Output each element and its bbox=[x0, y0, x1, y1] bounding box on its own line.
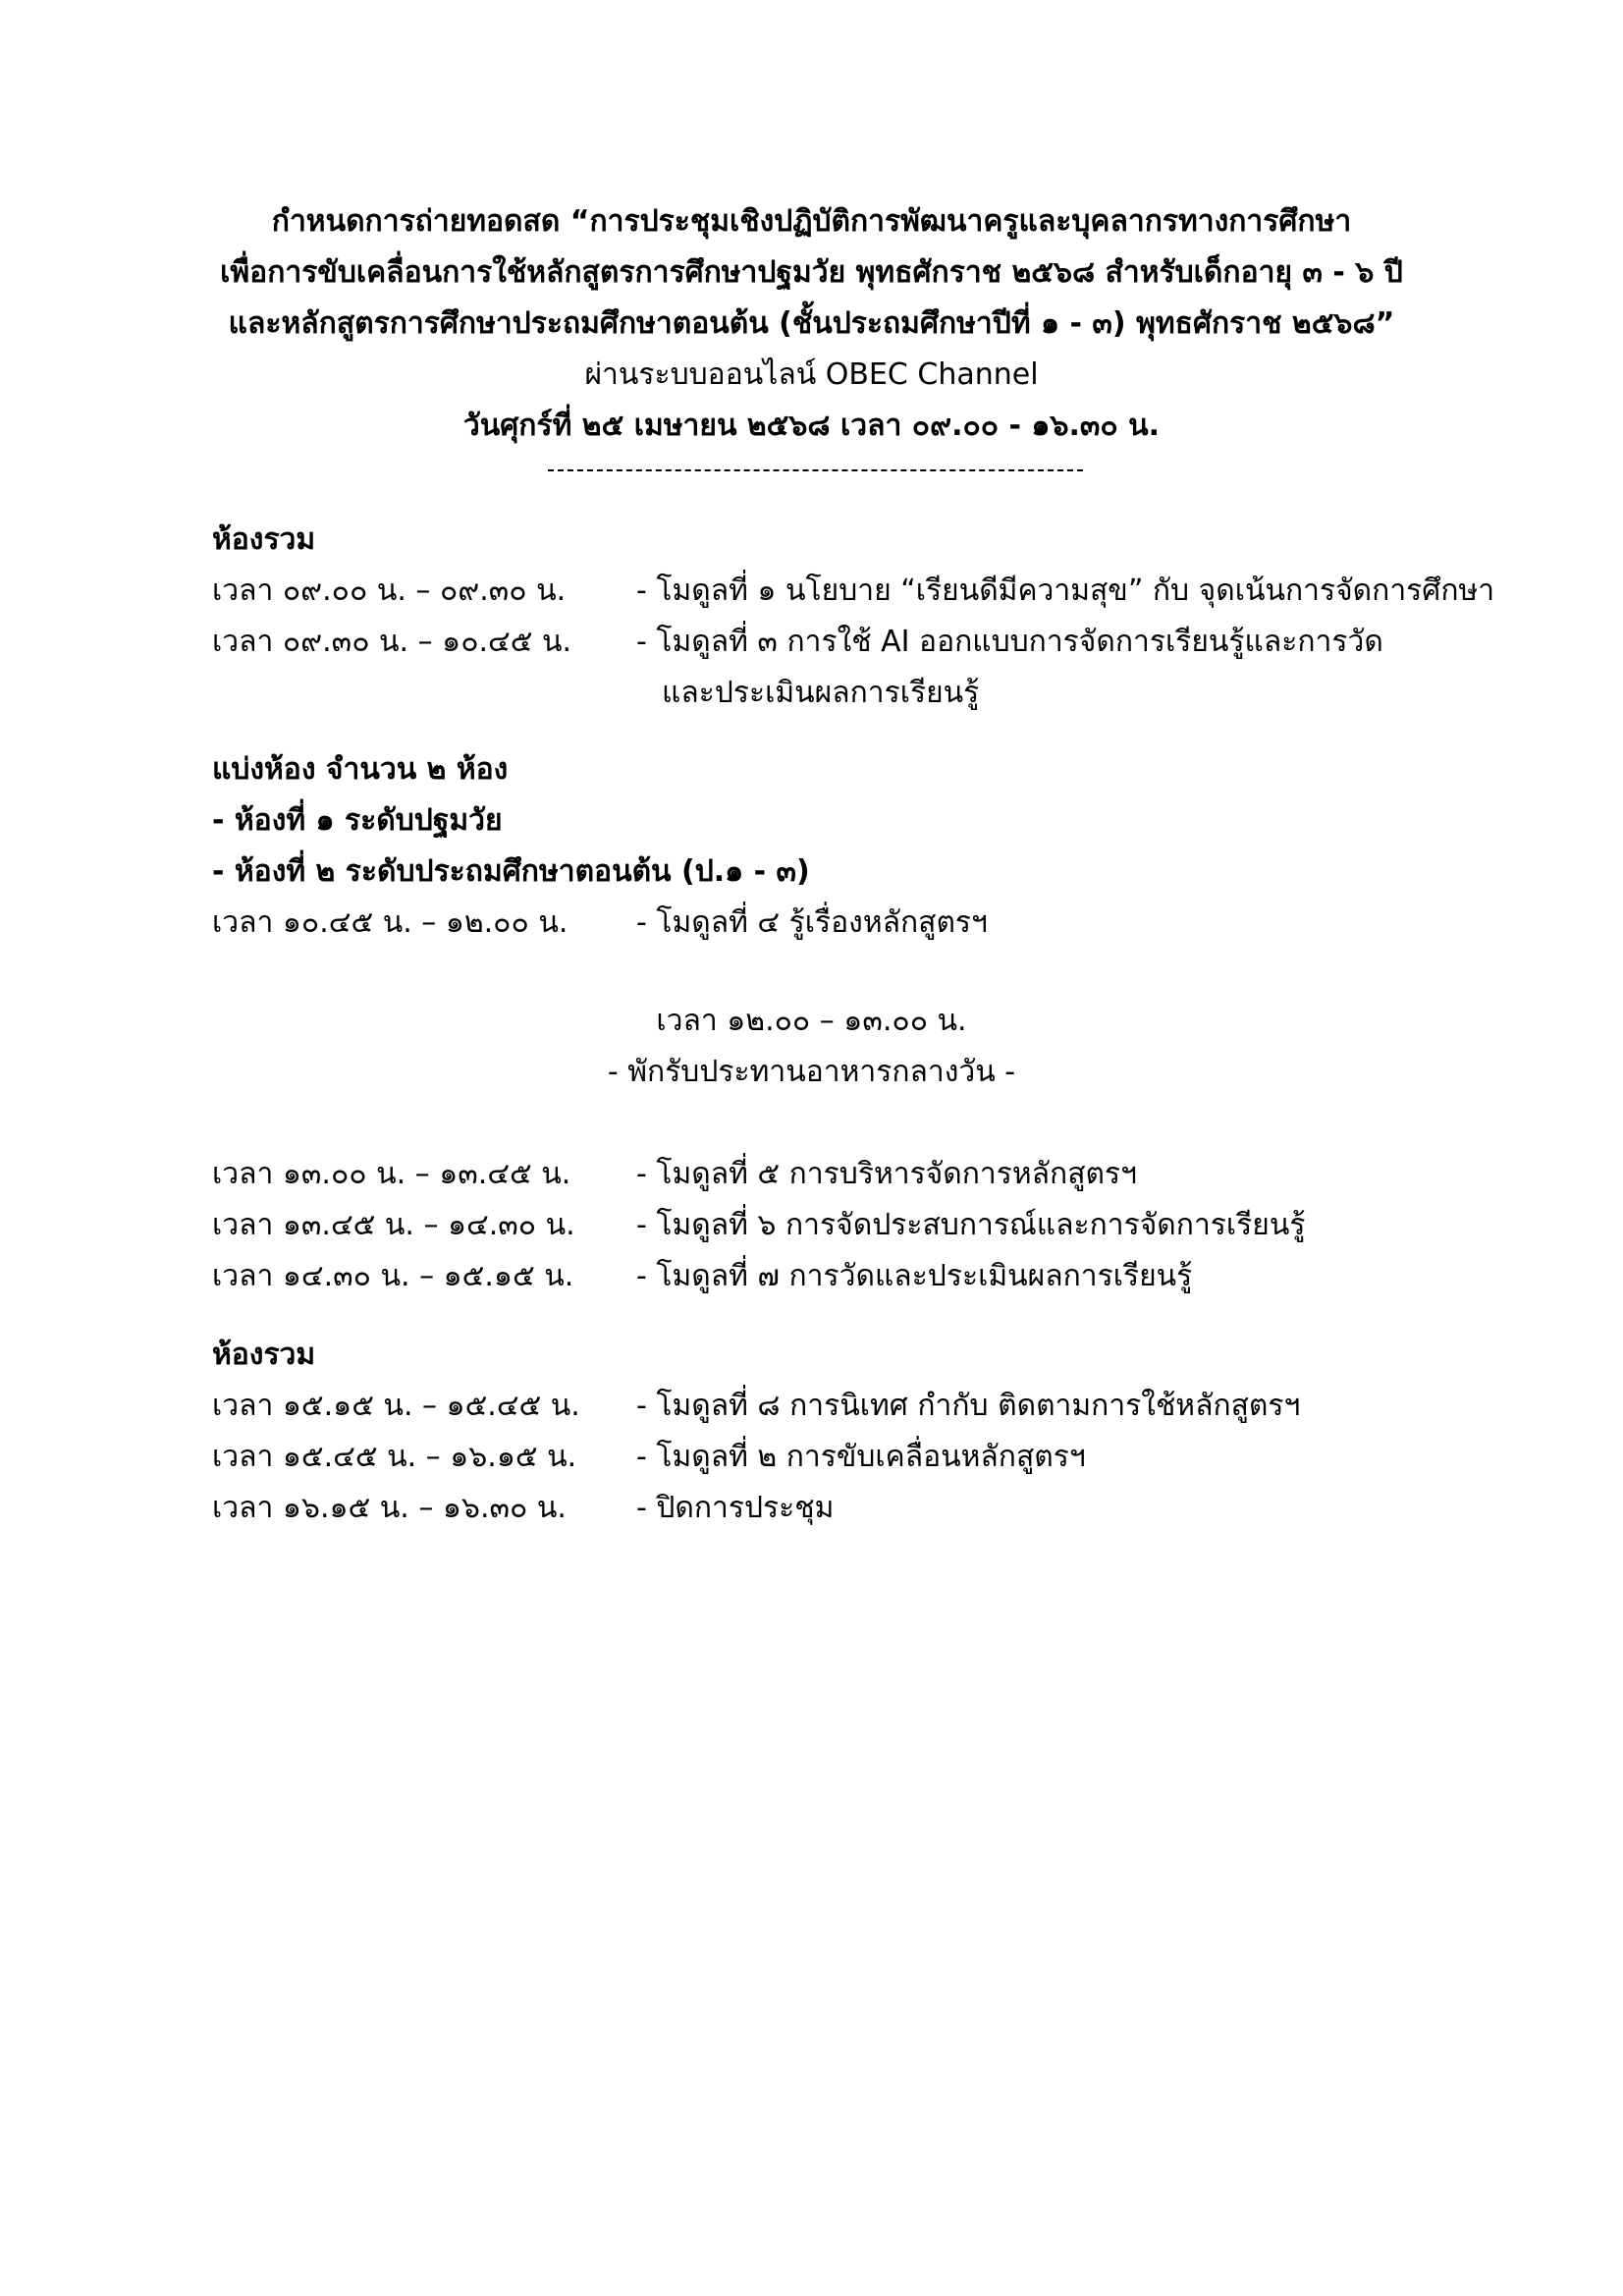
section-title: ห้องรวม bbox=[212, 1338, 316, 1372]
row-description: - โมดูลที่ ๓ การใช้ AI ออกแบบการจัดการเรียนรู้และการวัด bbox=[636, 625, 1383, 659]
header-divider bbox=[548, 469, 1083, 471]
row-description: - โมดูลที่ ๑ นโยบาย “เรียนดีมีความสุข” กับ จุดเน้นการจัดการศึกษา bbox=[636, 574, 1495, 608]
row-time: เวลา ๑๔.๓๐ น. – ๑๕.๑๕ น. bbox=[212, 1259, 574, 1293]
row-time: เวลา ๐๙.๐๐ น. – ๐๙.๓๐ น. bbox=[212, 574, 567, 608]
section-title: แบ่งห้อง จำนวน ๒ ห้อง bbox=[212, 752, 509, 787]
row-description: - โมดูลที่ ๖ การจัดประสบการณ์และการจัดการเรียนรู้ bbox=[636, 1208, 1306, 1242]
header-line-3: และหลักสูตรการศึกษาประถมศึกษาตอนต้น (ชั้นประถมศึกษาปีที่ ๑ - ๓) พุทธศักราช ๒๕๖๘” bbox=[228, 306, 1395, 341]
row-description: - โมดูลที่ ๗ การวัดและประเมินผลการเรียนรู้ bbox=[636, 1259, 1193, 1293]
row-time: เวลา ๑๕.๔๕ น. – ๑๖.๑๕ น. bbox=[212, 1440, 577, 1474]
row-time: เวลา ๑๕.๑๕ น. – ๑๕.๔๕ น. bbox=[212, 1389, 580, 1423]
header-line-5: วันศุกร์ที่ ๒๕ เมษายน ๒๕๖๘ เวลา ๐๙.๐๐ - ๑๖.๓๐ น. bbox=[462, 409, 1161, 443]
row-description: - โมดูลที่ ๕ การบริหารจัดการหลักสูตรฯ bbox=[636, 1157, 1137, 1191]
row-time: เวลา ๐๙.๓๐ น. – ๑๐.๔๕ น. bbox=[212, 625, 572, 659]
lunch-time: เวลา ๑๒.๐๐ – ๑๓.๐๐ น. bbox=[656, 1004, 967, 1038]
row-description: - โมดูลที่ ๘ การนิเทศ กำกับ ติดตามการใช้หลักสูตรฯ bbox=[636, 1389, 1301, 1423]
row-time: เวลา ๑๓.๔๕ น. – ๑๔.๓๐ น. bbox=[212, 1208, 575, 1242]
row-description: - โมดูลที่ ๔ รู้เรื่องหลักสูตรฯ bbox=[636, 905, 988, 940]
room-1-label: - ห้องที่ ๑ ระดับปฐมวัย bbox=[212, 803, 503, 838]
row-description-continued: และประเมินผลการเรียนรู้ bbox=[662, 676, 980, 710]
header-line-4: ผ่านระบบออนไลน์ OBEC Channel bbox=[584, 357, 1039, 392]
row-time: เวลา ๑๓.๐๐ น. – ๑๓.๔๕ น. bbox=[212, 1157, 571, 1191]
document-header bbox=[0, 196, 1623, 452]
header-line-2: เพื่อการขับเคลื่อนการใช้หลักสูตรการศึกษาปฐมวัย พุทธศักราช ๒๕๖๘ สำหรับเด็กอายุ ๓ - ๖ ปี bbox=[220, 255, 1403, 290]
row-description: - ปิดการประชุม bbox=[636, 1491, 835, 1525]
header-line-1: กำหนดการถ่ายทอดสด “การประชุมเชิงปฏิบัติการพัฒนาครูและบุคลากรทางการศึกษา bbox=[271, 204, 1352, 239]
section-title: ห้องรวม bbox=[212, 522, 316, 557]
row-description: - โมดูลที่ ๒ การขับเคลื่อนหลักสูตรฯ bbox=[636, 1440, 1086, 1474]
row-time: เวลา ๑๖.๑๕ น. – ๑๖.๓๐ น. bbox=[212, 1491, 567, 1525]
row-time: เวลา ๑๐.๔๕ น. – ๑๒.๐๐ น. bbox=[212, 905, 568, 940]
lunch-label: - พักรับประทานอาหารกลางวัน - bbox=[607, 1055, 1016, 1089]
room-2-label: - ห้องที่ ๒ ระดับประถมศึกษาตอนต้น (ป.๑ - ๓) bbox=[212, 854, 810, 889]
